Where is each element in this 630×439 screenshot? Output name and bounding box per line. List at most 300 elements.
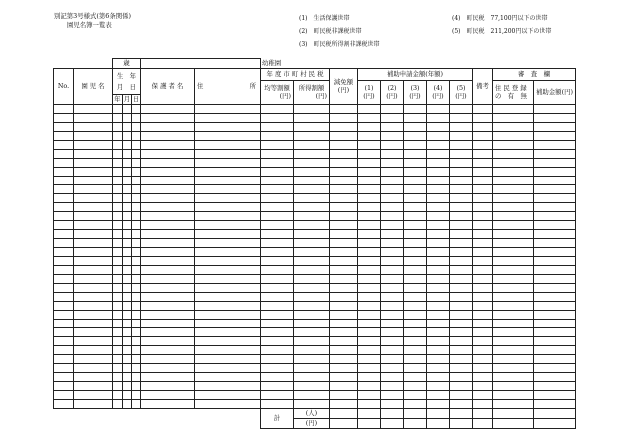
table-cell	[132, 248, 141, 257]
table-cell	[141, 265, 195, 274]
table-cell	[141, 283, 195, 292]
table-cell	[381, 221, 404, 230]
table-cell	[132, 337, 141, 346]
table-cell	[404, 131, 427, 140]
table-cell	[74, 158, 113, 167]
table-cell	[195, 131, 261, 140]
table-cell	[358, 301, 381, 310]
table-row	[54, 149, 576, 158]
table-cell	[74, 373, 113, 382]
table-cell	[427, 230, 450, 239]
table-cell	[358, 346, 381, 355]
table-cell	[123, 185, 132, 194]
table-cell	[123, 301, 132, 310]
table-cell	[261, 310, 294, 319]
table-cell	[132, 221, 141, 230]
table-cell	[74, 105, 113, 114]
table-cell	[330, 399, 358, 408]
table-cell	[294, 265, 330, 274]
table-row	[54, 301, 576, 310]
table-cell	[113, 203, 123, 212]
table-cell	[195, 140, 261, 149]
table-cell	[534, 399, 576, 408]
table-cell	[123, 319, 132, 328]
table-cell	[450, 283, 473, 292]
table-cell	[381, 355, 404, 364]
table-cell	[132, 319, 141, 328]
table-row	[54, 399, 576, 408]
table-cell	[141, 301, 195, 310]
table-cell	[132, 301, 141, 310]
table-cell	[493, 113, 534, 122]
table-cell	[123, 230, 132, 239]
table-cell	[534, 203, 576, 212]
table-cell	[74, 230, 113, 239]
table-cell	[132, 391, 141, 400]
table-cell	[404, 337, 427, 346]
table-cell	[294, 355, 330, 364]
table-cell	[381, 149, 404, 158]
table-cell	[473, 131, 493, 140]
table-cell	[132, 239, 141, 248]
table-cell	[427, 105, 450, 114]
table-cell	[450, 176, 473, 185]
table-cell	[132, 212, 141, 221]
table-cell	[450, 319, 473, 328]
table-cell	[261, 319, 294, 328]
table-cell	[404, 167, 427, 176]
table-cell	[358, 131, 381, 140]
table-cell	[358, 185, 381, 194]
table-cell	[381, 248, 404, 257]
table-cell	[294, 105, 330, 114]
table-cell	[74, 167, 113, 176]
table-cell	[113, 328, 123, 337]
table-cell	[261, 105, 294, 114]
table-cell	[358, 355, 381, 364]
table-cell	[493, 140, 534, 149]
table-cell	[54, 364, 74, 373]
table-cell	[141, 373, 195, 382]
table-cell	[123, 203, 132, 212]
table-cell	[74, 274, 113, 283]
col-birth-day: 日	[132, 94, 140, 103]
table-cell	[54, 301, 74, 310]
table-cell	[74, 337, 113, 346]
table-row	[54, 328, 576, 337]
table-cell	[141, 391, 195, 400]
table-cell	[450, 140, 473, 149]
table-cell	[404, 391, 427, 400]
table-cell	[74, 185, 113, 194]
table-cell	[113, 248, 123, 257]
table-cell	[54, 274, 74, 283]
table-cell	[294, 176, 330, 185]
table-cell	[330, 149, 358, 158]
table-cell	[261, 256, 294, 265]
table-cell	[381, 113, 404, 122]
table-cell	[450, 194, 473, 203]
table-cell	[450, 355, 473, 364]
table-cell	[74, 283, 113, 292]
table-cell	[404, 140, 427, 149]
table-cell	[330, 382, 358, 391]
table-cell	[113, 391, 123, 400]
table-cell	[132, 113, 141, 122]
table-cell	[330, 158, 358, 167]
table-cell	[294, 292, 330, 301]
table-cell	[141, 319, 195, 328]
table-cell	[113, 364, 123, 373]
table-cell	[195, 265, 261, 274]
table-cell	[141, 248, 195, 257]
table-cell	[473, 230, 493, 239]
table-cell	[330, 167, 358, 176]
table-cell	[330, 113, 358, 122]
roster-table	[53, 58, 576, 429]
table-cell	[358, 337, 381, 346]
table-cell	[358, 230, 381, 239]
table-cell	[427, 391, 450, 400]
table-cell	[404, 301, 427, 310]
table-cell	[404, 212, 427, 221]
table-cell	[473, 382, 493, 391]
table-cell	[123, 194, 132, 203]
table-cell	[473, 176, 493, 185]
table-cell	[493, 399, 534, 408]
table-cell	[404, 176, 427, 185]
table-cell	[493, 337, 534, 346]
table-cell	[493, 328, 534, 337]
table-cell	[534, 158, 576, 167]
table-cell	[261, 158, 294, 167]
table-cell	[195, 301, 261, 310]
table-cell	[381, 319, 404, 328]
table-cell	[381, 230, 404, 239]
data-rows	[54, 105, 576, 409]
table-cell	[74, 391, 113, 400]
table-cell	[427, 265, 450, 274]
table-cell	[123, 131, 132, 140]
table-cell	[358, 310, 381, 319]
table-cell	[450, 274, 473, 283]
table-cell	[404, 230, 427, 239]
table-cell	[132, 167, 141, 176]
table-cell	[404, 355, 427, 364]
table-cell	[132, 292, 141, 301]
col-child-name: 園 児 名	[74, 69, 113, 105]
table-cell	[427, 176, 450, 185]
table-cell	[358, 382, 381, 391]
table-cell	[195, 239, 261, 248]
table-cell	[261, 131, 294, 140]
table-cell	[330, 176, 358, 185]
table-cell	[294, 221, 330, 230]
table-cell	[141, 328, 195, 337]
table-cell	[381, 364, 404, 373]
table-cell	[473, 212, 493, 221]
table-cell	[427, 212, 450, 221]
table-cell	[294, 239, 330, 248]
table-cell	[450, 167, 473, 176]
table-cell	[450, 131, 473, 140]
table-cell	[534, 328, 576, 337]
table-cell	[294, 149, 330, 158]
table-cell	[261, 346, 294, 355]
table-cell	[54, 140, 74, 149]
table-cell	[54, 167, 74, 176]
table-cell	[330, 212, 358, 221]
table-cell	[195, 346, 261, 355]
table-cell	[74, 355, 113, 364]
table-cell	[493, 256, 534, 265]
table-row	[54, 310, 576, 319]
table-cell	[358, 265, 381, 274]
table-cell	[427, 283, 450, 292]
table-cell	[330, 355, 358, 364]
table-cell	[113, 274, 123, 283]
table-cell	[195, 256, 261, 265]
col-sub-4: (4) (円)	[427, 81, 450, 105]
table-cell	[123, 373, 132, 382]
table-cell	[141, 337, 195, 346]
table-cell	[132, 131, 141, 140]
table-cell	[427, 221, 450, 230]
table-row	[54, 131, 576, 140]
table-cell	[450, 265, 473, 274]
table-cell	[473, 337, 493, 346]
table-cell	[132, 140, 141, 149]
table-cell	[534, 355, 576, 364]
table-cell	[195, 391, 261, 400]
table-cell	[534, 310, 576, 319]
table-cell	[294, 391, 330, 400]
table-cell	[381, 194, 404, 203]
table-cell	[54, 194, 74, 203]
table-cell	[427, 122, 450, 131]
table-cell	[261, 113, 294, 122]
table-cell	[113, 319, 123, 328]
table-cell	[123, 364, 132, 373]
table-cell	[261, 355, 294, 364]
table-cell	[427, 301, 450, 310]
col-sub-1: (1) (円)	[358, 81, 381, 105]
table-row	[54, 283, 576, 292]
col-guardian: 保 護 者 名	[141, 69, 195, 105]
table-cell	[132, 355, 141, 364]
form-number: 別記第3号様式(第6条関係)	[54, 12, 132, 20]
table-cell	[141, 140, 195, 149]
table-cell	[54, 391, 74, 400]
table-cell	[381, 373, 404, 382]
table-cell	[534, 176, 576, 185]
table-cell	[450, 105, 473, 114]
table-row	[54, 203, 576, 212]
table-cell	[404, 382, 427, 391]
table-cell	[404, 373, 427, 382]
table-cell	[534, 167, 576, 176]
table-cell	[195, 355, 261, 364]
table-cell	[404, 328, 427, 337]
table-cell	[123, 337, 132, 346]
table-cell	[358, 140, 381, 149]
table-cell	[493, 158, 534, 167]
table-cell	[358, 248, 381, 257]
table-cell	[54, 337, 74, 346]
table-cell	[113, 105, 123, 114]
table-cell	[141, 274, 195, 283]
col-sub-5: (5) (円)	[450, 81, 473, 105]
table-cell	[141, 212, 195, 221]
table-cell	[493, 221, 534, 230]
table-cell	[493, 212, 534, 221]
table-cell	[294, 283, 330, 292]
table-row	[54, 194, 576, 203]
table-cell	[54, 158, 74, 167]
table-cell	[330, 364, 358, 373]
header-row-1	[54, 69, 576, 81]
table-cell	[358, 221, 381, 230]
table-cell	[113, 158, 123, 167]
table-cell	[358, 239, 381, 248]
table-cell	[534, 113, 576, 122]
table-cell	[493, 382, 534, 391]
table-cell	[330, 203, 358, 212]
table-cell	[123, 399, 132, 408]
table-cell	[427, 399, 450, 408]
table-cell	[358, 113, 381, 122]
table-cell	[74, 203, 113, 212]
table-cell	[330, 391, 358, 400]
table-cell	[450, 122, 473, 131]
table-cell	[330, 373, 358, 382]
table-cell	[74, 221, 113, 230]
table-cell	[404, 248, 427, 257]
table-cell	[450, 391, 473, 400]
legend-item-2: (2) 町民税非課税世帯	[299, 28, 362, 35]
table-cell	[132, 328, 141, 337]
table-cell	[123, 265, 132, 274]
table-cell	[113, 373, 123, 382]
table-cell	[493, 149, 534, 158]
table-cell	[54, 105, 74, 114]
table-cell	[261, 230, 294, 239]
table-cell	[493, 230, 534, 239]
table-cell	[54, 256, 74, 265]
table-cell	[195, 203, 261, 212]
table-cell	[473, 265, 493, 274]
table-cell	[294, 248, 330, 257]
table-cell	[54, 355, 74, 364]
table-cell	[534, 364, 576, 373]
table-cell	[330, 122, 358, 131]
table-cell	[330, 319, 358, 328]
table-cell	[113, 301, 123, 310]
table-cell	[123, 140, 132, 149]
table-cell	[141, 292, 195, 301]
legend-item-5: (5) 町民税 211,200円以下の世帯	[452, 28, 552, 35]
table-cell	[330, 256, 358, 265]
table-cell	[141, 105, 195, 114]
col-subsidy-group: 補助申請金額(年額)	[358, 69, 473, 81]
table-cell	[132, 373, 141, 382]
table-cell	[54, 113, 74, 122]
table-cell	[54, 149, 74, 158]
table-cell	[195, 248, 261, 257]
table-cell	[294, 310, 330, 319]
table-cell	[54, 382, 74, 391]
table-cell	[493, 239, 534, 248]
table-cell	[113, 355, 123, 364]
table-cell	[113, 167, 123, 176]
col-resident-registration: 住 民 登 録 の 有 無	[493, 81, 534, 105]
table-cell	[132, 346, 141, 355]
table-cell	[74, 248, 113, 257]
table-row	[54, 176, 576, 185]
table-cell	[294, 328, 330, 337]
table-row	[54, 212, 576, 221]
table-cell	[493, 310, 534, 319]
table-cell	[132, 203, 141, 212]
table-cell	[473, 399, 493, 408]
table-cell	[54, 122, 74, 131]
table-cell	[381, 167, 404, 176]
table-cell	[358, 194, 381, 203]
table-cell	[195, 176, 261, 185]
table-cell	[427, 149, 450, 158]
table-cell	[473, 292, 493, 301]
table-cell	[132, 274, 141, 283]
table-cell	[74, 328, 113, 337]
table-cell	[113, 292, 123, 301]
table-cell	[261, 265, 294, 274]
table-cell	[195, 337, 261, 346]
table-cell	[493, 364, 534, 373]
table-cell	[473, 328, 493, 337]
table-row	[54, 256, 576, 265]
table-cell	[113, 122, 123, 131]
table-cell	[404, 185, 427, 194]
table-cell	[330, 283, 358, 292]
table-cell	[294, 167, 330, 176]
table-cell	[404, 221, 427, 230]
table-cell	[141, 122, 195, 131]
table-cell	[261, 391, 294, 400]
table-cell	[141, 194, 195, 203]
table-cell	[132, 283, 141, 292]
table-cell	[404, 310, 427, 319]
table-cell	[534, 382, 576, 391]
table-cell	[261, 149, 294, 158]
table-cell	[74, 212, 113, 221]
table-cell	[450, 230, 473, 239]
table-cell	[141, 167, 195, 176]
table-cell	[493, 194, 534, 203]
table-cell	[294, 122, 330, 131]
table-cell	[534, 265, 576, 274]
table-cell	[74, 149, 113, 158]
table-cell	[294, 399, 330, 408]
table-cell	[450, 203, 473, 212]
table-cell	[473, 113, 493, 122]
table-cell	[195, 230, 261, 239]
table-cell	[450, 292, 473, 301]
table-cell	[123, 256, 132, 265]
table-cell	[534, 194, 576, 203]
table-cell	[195, 373, 261, 382]
table-cell	[381, 239, 404, 248]
table-row	[54, 105, 576, 114]
